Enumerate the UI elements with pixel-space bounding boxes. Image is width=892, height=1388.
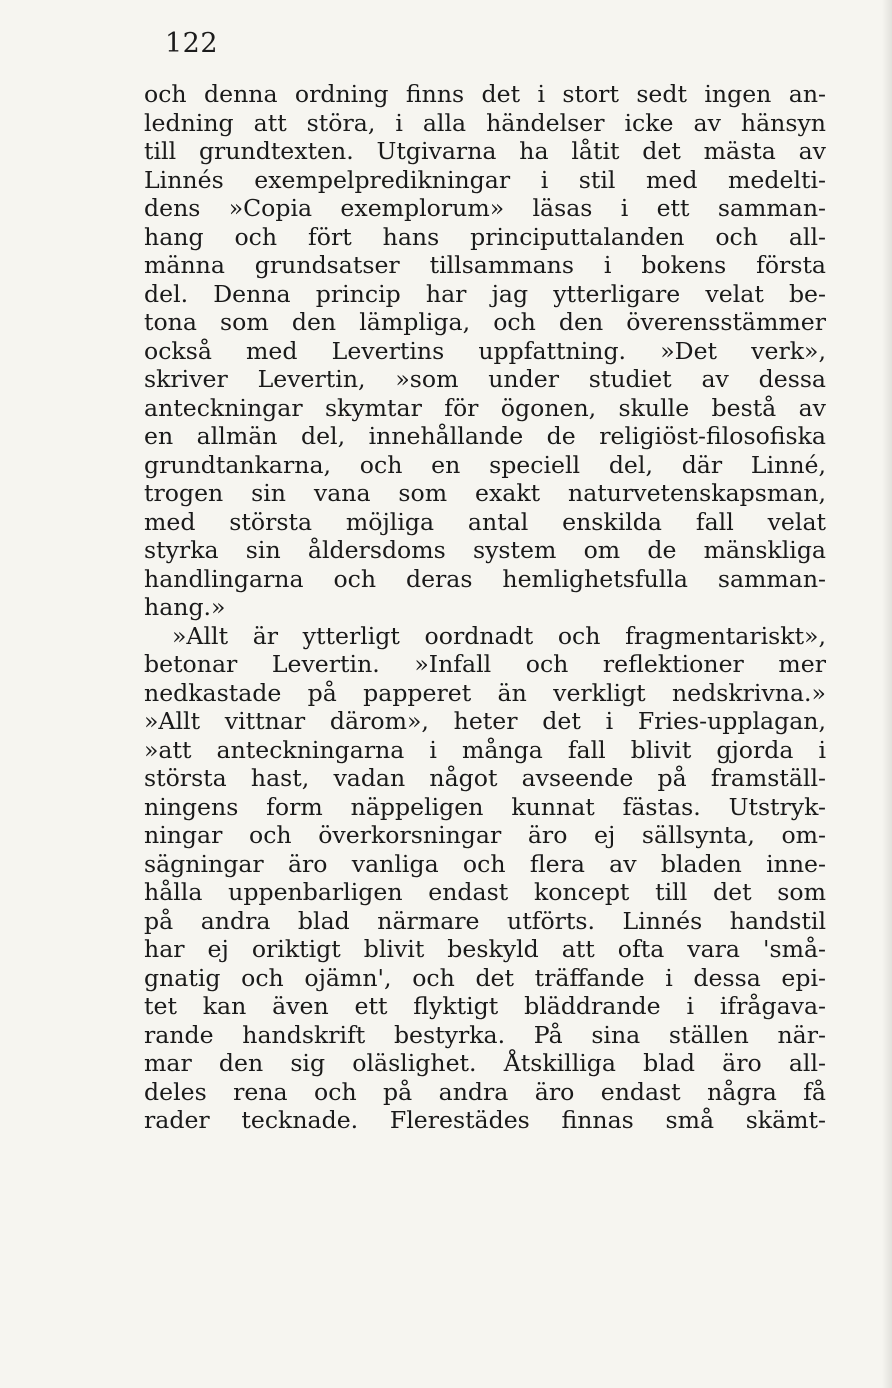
text-line: skriver Levertin, »som under studiet av dessa <box>144 365 826 393</box>
text-line: rande handskrift bestyrka. På sina ställen när- <box>144 1020 826 1049</box>
text-line: har ej oriktigt blivit beskyld att ofta vara 'små- <box>144 935 826 963</box>
body-text <box>144 80 826 1135</box>
text-line: rader tecknade. Flerestädes finnas små skämt- <box>144 1106 826 1134</box>
text-line: tona som den lämpliga, och den överensstämmer <box>144 308 826 336</box>
text-line: trogen sin vana som exakt naturvetenskapsman, <box>144 479 826 507</box>
text-line: betonar Levertin. »Infall och reflektioner mer <box>144 650 826 678</box>
text-line: anteckningar skymtar för ögonen, skulle bestå av <box>144 393 826 422</box>
text-line: »Allt är ytterligt oordnadt och fragmentariskt», <box>172 621 826 650</box>
text-line: största hast, vadan något avseende på framställ- <box>144 764 826 792</box>
page-edge-shadow <box>882 0 892 1388</box>
text-line: männa grundsatser tillsammans i bokens första <box>144 251 826 279</box>
text-line: deles rena och på andra äro endast några få <box>144 1077 826 1106</box>
text-line: och denna ordning finns det i stort sedt ingen an- <box>144 80 826 108</box>
text-line: ledning att störa, i alla händelser icke av hänsyn <box>144 108 826 137</box>
text-line: handlingarna och deras hemlighetsfulla samman- <box>144 564 826 593</box>
text-line: styrka sin åldersdoms system om de mänskliga <box>144 536 826 564</box>
text-line: mar den sig oläslighet. Åtskilliga blad äro all- <box>144 1049 826 1077</box>
text-line: tet kan även ett flyktigt bläddrande i ifrågava- <box>144 992 826 1020</box>
text-line: ningar och överkorsningar äro ej sällsynta, om- <box>144 821 826 849</box>
text-line: del. Denna princip har jag ytterligare velat be- <box>144 279 826 308</box>
text-line: hang.» <box>144 593 226 621</box>
text-line: hålla uppenbarligen endast koncept till det som <box>144 878 826 906</box>
text-line: på andra blad närmare utförts. Linnés handstil <box>144 906 826 935</box>
page-number: 122 <box>165 28 219 59</box>
text-line: grundtankarna, och en speciell del, där Linné, <box>144 450 826 479</box>
text-line: sägningar äro vanliga och flera av bladen inne- <box>144 849 826 878</box>
text-line: en allmän del, innehållande de religiöst-filosofiska <box>144 422 826 450</box>
text-line: gnatig och ojämn', och det träffande i dessa epi- <box>144 963 826 992</box>
text-line: »Allt vittnar därom», heter det i Fries-upplagan, <box>144 707 826 735</box>
text-line: Linnés exempelpredikningar i stil med medelti- <box>144 165 826 194</box>
text-line: nedkastade på papperet än verkligt nedskrivna.» <box>144 678 826 707</box>
text-line: hang och fört hans principuttalanden och all- <box>144 222 826 251</box>
text-line: till grundtexten. Utgivarna ha låtit det mästa av <box>144 137 826 165</box>
text-line: med största möjliga antal enskilda fall velat <box>144 507 826 536</box>
text-line: också med Levertins uppfattning. »Det verk», <box>144 336 826 365</box>
text-line: dens »Copia exemplorum» läsas i ett samman- <box>144 194 826 222</box>
text-line: ningens form näppeligen kunnat fästas. Utstryk- <box>144 792 826 821</box>
text-line: »att anteckningarna i många fall blivit gjorda i <box>144 735 826 764</box>
